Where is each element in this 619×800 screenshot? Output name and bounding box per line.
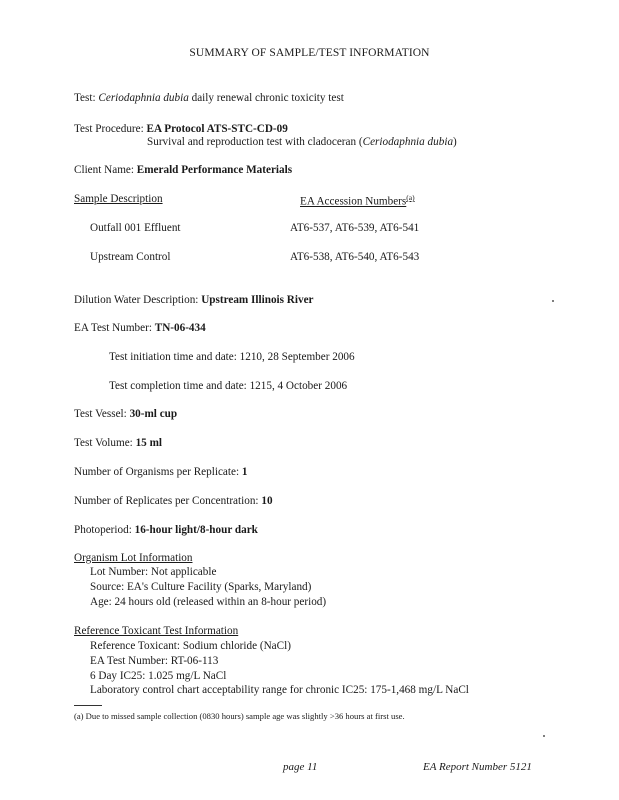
reference-line: 6 Day IC25: 1.025 mg/L NaCl — [90, 670, 227, 682]
sample-row-accession: AT6-538, AT6-540, AT6-543 — [290, 251, 420, 263]
vessel-value: 30-ml cup — [129, 408, 178, 420]
procedure-line — [74, 123, 288, 135]
dilution-line — [74, 294, 314, 306]
organism-lot-heading: Organism Lot Information — [74, 552, 193, 564]
reference-line: Reference Toxicant: Sodium chloride (NaCl) — [90, 640, 291, 652]
replicates-label: Number of Replicates per Concentration: — [74, 495, 259, 507]
photoperiod-value: 16-hour light/8-hour dark — [134, 524, 258, 536]
client-label: Client Name: — [74, 164, 134, 176]
procedure-description: Survival and reproduction test with cladoceran (Ceriodaphnia dubia) — [147, 136, 457, 148]
organism-lot-line: Lot Number: Not applicable — [90, 566, 217, 578]
ea-test-label: EA Test Number: — [74, 322, 152, 334]
reference-toxicant-heading: Reference Toxicant Test Information — [74, 625, 239, 637]
test-line — [74, 92, 344, 104]
accession-footnote-marker: (a) — [406, 193, 415, 202]
test-species: Ceriodaphnia dubia — [98, 92, 189, 104]
organism-lot-line: Age: 24 hours old (released within an 8-hour period) — [90, 596, 327, 608]
vessel-label: Test Vessel: — [74, 408, 127, 420]
dilution-label: Dilution Water Description: — [74, 294, 199, 306]
sample-row-name: Upstream Control — [90, 251, 171, 263]
footnote: (a) Due to missed sample collection (0830 hours) sample age was slightly >36 hours at first use. — [74, 711, 405, 721]
client-value: Emerald Performance Materials — [136, 164, 293, 176]
page-title: SUMMARY OF SAMPLE/TEST INFORMATION — [189, 47, 430, 59]
volume-value: 15 ml — [135, 437, 162, 449]
sample-row-name: Outfall 001 Effluent — [90, 222, 181, 234]
replicates-value: 10 — [261, 495, 273, 507]
replicates-line — [74, 495, 273, 507]
accession-heading: EA Accession Numbers$^{(a)}$ — [300, 193, 415, 208]
sample-description-heading: Sample Description — [74, 193, 163, 205]
completion-line: Test completion time and date: 1215, 4 October 2006 — [109, 380, 348, 392]
vessel-line — [74, 408, 177, 420]
dilution-value: Upstream Illinois River — [201, 294, 314, 306]
procedure-species: Ceriodaphnia dubia — [362, 136, 454, 148]
organism-lot-line: Source: EA's Culture Facility (Sparks, Maryland) — [90, 581, 312, 593]
reference-line: Laboratory control chart acceptability range for chronic IC25: 175-1,468 mg/L NaCl — [90, 684, 469, 696]
volume-line — [74, 437, 162, 449]
test-label: Test: — [74, 92, 96, 104]
ea-test-value: TN-06-434 — [154, 322, 206, 334]
organisms-line — [74, 466, 247, 478]
procedure-label: Test Procedure: — [74, 123, 144, 135]
initiation-line: Test initiation time and date: 1210, 28 September 2006 — [109, 351, 355, 363]
procedure-value: EA Protocol ATS-STC-CD-09 — [146, 123, 288, 135]
organisms-value: 1 — [241, 466, 248, 478]
organisms-label: Number of Organisms per Replicate: — [74, 466, 240, 478]
client-line — [74, 164, 292, 176]
photoperiod-label: Photoperiod: — [74, 524, 132, 536]
footnote-divider — [74, 705, 102, 706]
report-number: EA Report Number 5121 — [423, 761, 532, 773]
sample-row-accession: AT6-537, AT6-539, AT6-541 — [290, 222, 420, 234]
scan-speck — [543, 735, 545, 737]
ea-test-line — [74, 322, 206, 334]
test-description: daily renewal chronic toxicity test — [191, 92, 344, 104]
scan-speck — [552, 300, 554, 302]
volume-label: Test Volume: — [74, 437, 133, 449]
page-number: page 11 — [283, 761, 318, 773]
reference-line: EA Test Number: RT-06-113 — [90, 655, 219, 667]
photoperiod-line — [74, 524, 258, 536]
